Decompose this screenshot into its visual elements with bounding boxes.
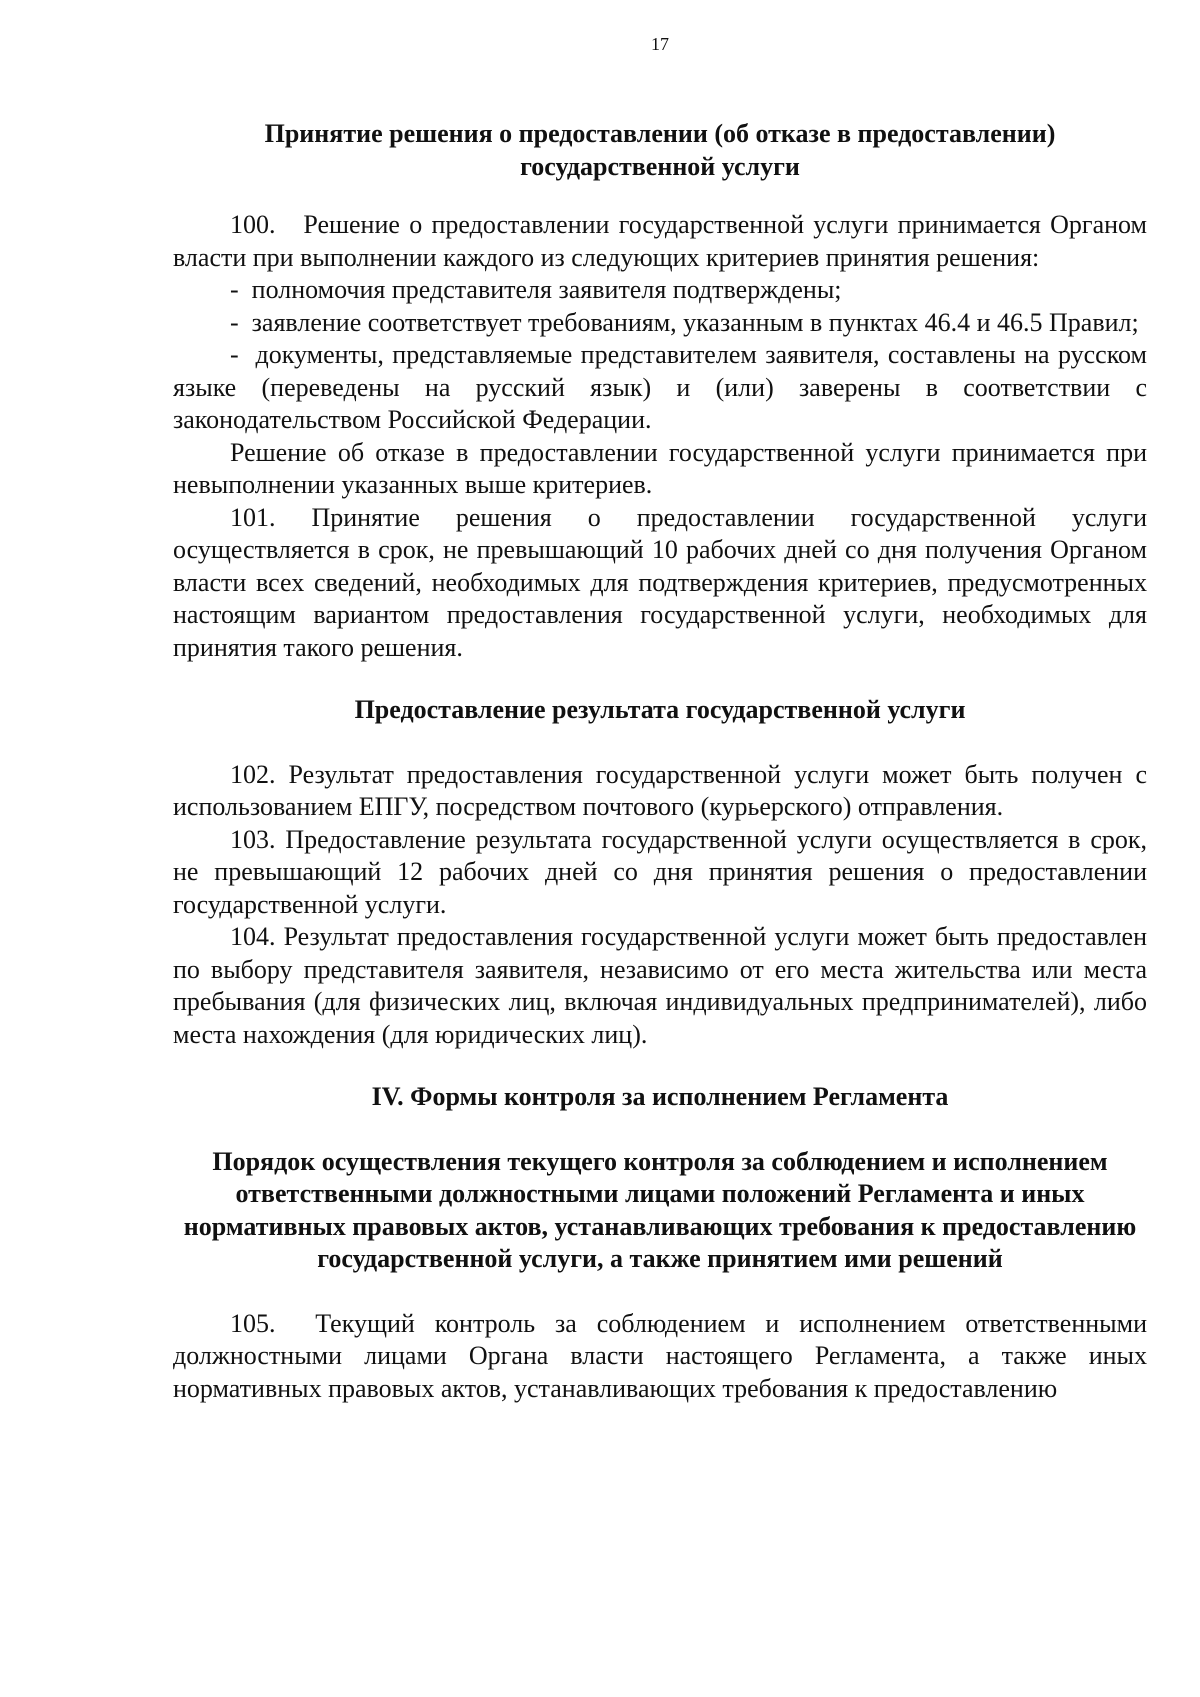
section-heading-result: Предоставление результата государственной услуги — [354, 695, 966, 724]
paragraph-102: 102. Результат предоставления государственной услуги может быть получен с использованием ЕПГУ, посредством почтового (курьерского) отправления. — [173, 759, 1147, 821]
criterion-item: - заявление соответствует требованиям, указанным в пунктах 46.4 и 46.5 Правил; — [230, 307, 1139, 337]
criterion-item: - документы, представляемые представителем заявителя, составлены на русском языке (переведены на русский язык) и (или) заверены в соответствии с законодательством Российской Федерации. — [173, 340, 1147, 434]
section-heading-current-control: Порядок осуществления текущего контроля за соблюдением и исполнением ответственными должностными лицами положений Регламента и иных нормативных правовых актов, устанавливающих требования к предоставлению государственной услуги, а также принятием ими решений — [183, 1146, 1137, 1273]
paragraph-103: 103. Предоставление результата государственной услуги осуществляется в срок, не превышающий 12 рабочих дней со дня принятия решения о предоставлении государственной услуги. — [173, 824, 1147, 919]
paragraph-101: 101. Принятие решения о предоставлении государственной услуги осуществляется в срок, не превышающий 10 рабочих дней со дня получения Органом власти всех сведений, необходимых для подтверждения критериев, предусмотренных настоящим вариантом предоставления государственной услуги, необходимых для принятия такого решения. — [173, 502, 1147, 662]
paragraph-104: 104. Результат предоставления государственной услуги может быть предоставлен по выбору представителя заявителя, независимо от его места жительства или места пребывания (для физических лиц, включая индивидуальных предпринимателей), либо места нахождения (для юридических лиц). — [173, 922, 1147, 1049]
paragraph-100: 100. Решение о предоставлении государственной услуги принимается Органом власти при выполнении каждого из следующих критериев принятия решения: — [173, 210, 1147, 272]
chapter-heading-control: IV. Формы контроля за исполнением Регламента — [371, 1082, 949, 1111]
page-number: 17 — [651, 34, 669, 54]
section-heading-decision: Принятие решения о предоставлении (об отказе в предоставлении) государственной услуги — [264, 119, 1056, 181]
paragraph-105: 105. Текущий контроль за соблюдением и исполнением ответственными должностными лицами Органа власти настоящего Регламента, а также иных нормативных правовых актов, устанавливающих требования к предоставлению — [173, 1308, 1147, 1403]
paragraph-refusal: Решение об отказе в предоставлении государственной услуги принимается при невыполнении указанных выше критериев. — [173, 437, 1147, 499]
criterion-item: - полномочия представителя заявителя подтверждены; — [230, 275, 842, 304]
document-body — [173, 118, 1147, 1405]
